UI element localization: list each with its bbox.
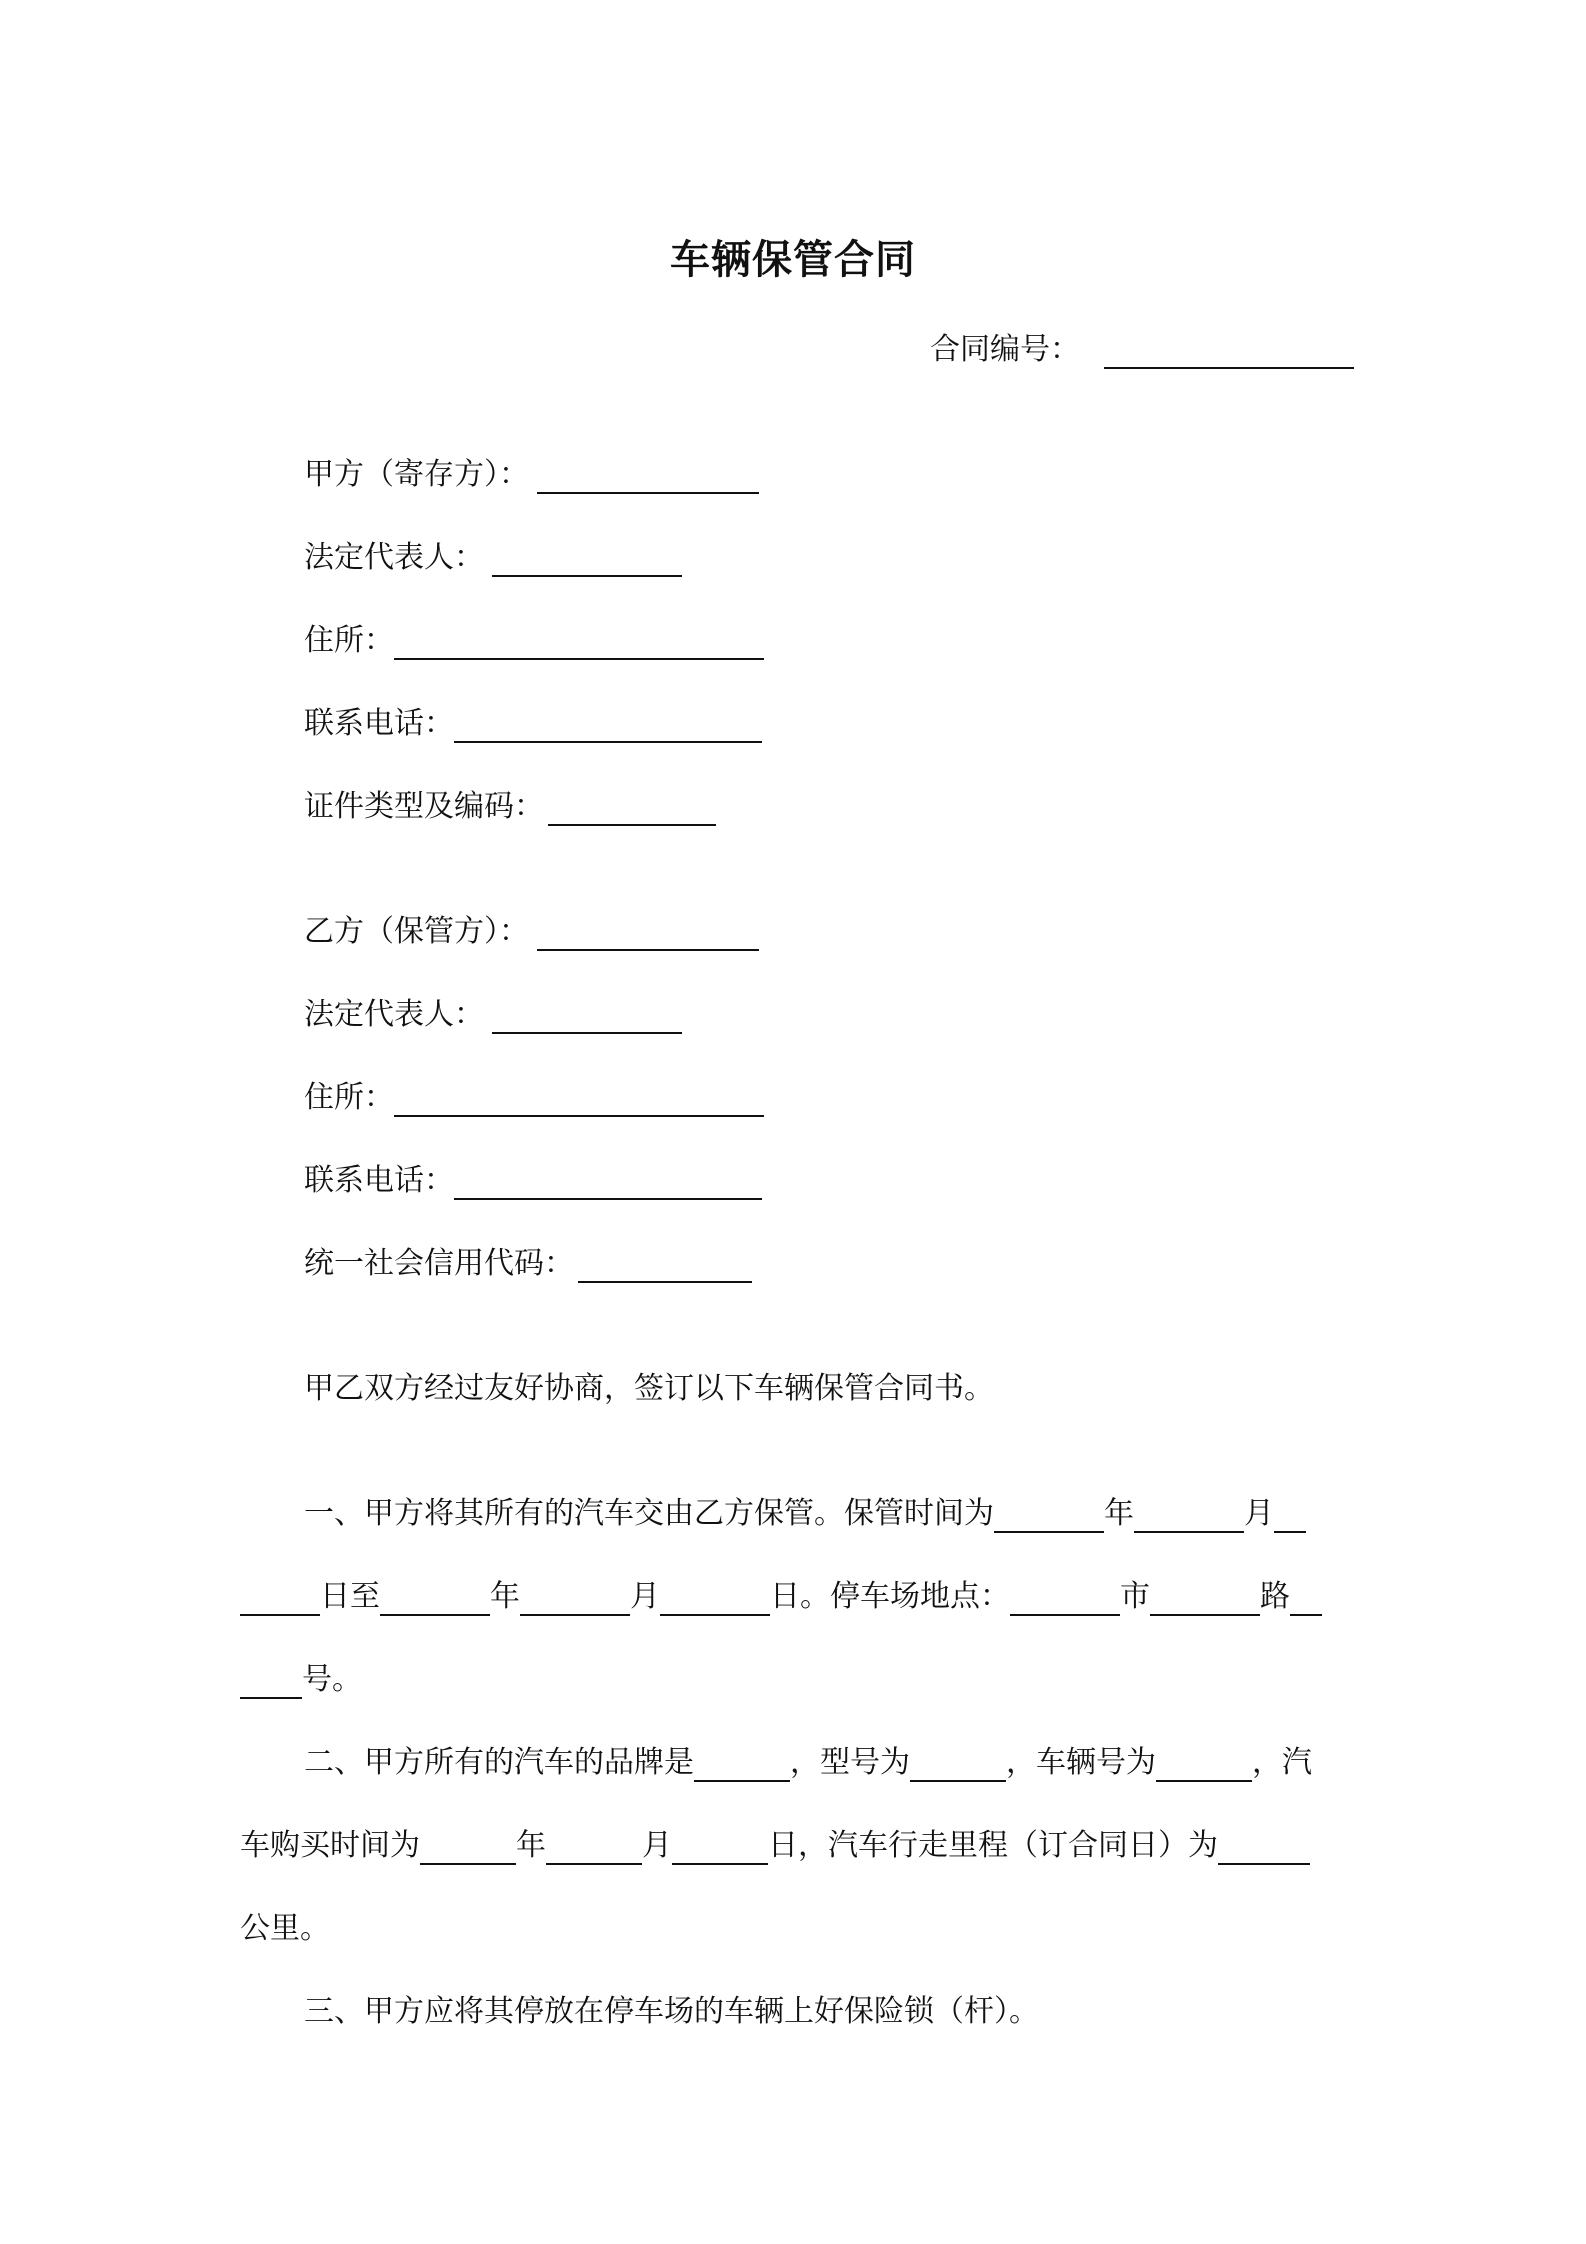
party-a-address-label: 住所： — [304, 623, 394, 658]
clause-2-model-label: ，型号为 — [790, 1745, 910, 1780]
clause-2-car-tail: ，汽 — [1252, 1745, 1312, 1780]
intro-paragraph: 甲乙双方经过友好协商，签订以下车辆保管合同书。 — [304, 1371, 994, 1406]
clause-1-end-month-blank[interactable] — [520, 1582, 630, 1616]
party-a-id-blank[interactable] — [548, 792, 716, 826]
party-a-legal-rep-label: 法定代表人： — [304, 540, 484, 575]
document-title: 车辆保管合同 — [670, 237, 916, 283]
party-b-phone-label: 联系电话： — [304, 1163, 454, 1198]
clause-2-brand-blank[interactable] — [694, 1748, 790, 1782]
clause-2-day-blank[interactable] — [672, 1831, 768, 1865]
party-a-id-label: 证件类型及编码： — [304, 789, 544, 824]
party-b-legal-rep-blank[interactable] — [492, 1000, 682, 1034]
clause-1-start-day-blank[interactable] — [1274, 1499, 1306, 1533]
clause-1-end-year-label: 年 — [490, 1579, 520, 1614]
clause-1-year-label: 年 — [1104, 1496, 1134, 1531]
clause-1-start-month-blank[interactable] — [1134, 1499, 1244, 1533]
clause-2-model-blank[interactable] — [910, 1748, 1006, 1782]
party-b-credit-code-row — [304, 1244, 752, 1284]
party-b-address-row — [304, 1078, 764, 1118]
clause-1-month-label: 月 — [1244, 1496, 1274, 1531]
party-a-id-row — [304, 787, 716, 827]
party-b-name-blank[interactable] — [537, 917, 759, 951]
party-b-heading-row — [304, 912, 759, 952]
party-b-credit-code-label: 统一社会信用代码： — [304, 1246, 574, 1281]
clause-1-day-to-label: 日至 — [320, 1579, 380, 1614]
clause-2-line-2 — [240, 1826, 1310, 1866]
clause-2-month-label: 月 — [642, 1828, 672, 1863]
party-b-address-blank[interactable] — [394, 1083, 764, 1117]
clause-2-mileage-blank[interactable] — [1218, 1831, 1310, 1865]
clause-2-purchase-label: 车购买时间为 — [240, 1828, 420, 1863]
party-a-address-blank[interactable] — [394, 626, 764, 660]
clause-1-end-day-blank[interactable] — [660, 1582, 770, 1616]
clause-1-number-blank[interactable] — [1290, 1582, 1322, 1616]
party-b-phone-row — [304, 1161, 762, 1201]
party-a-legal-rep-row — [304, 538, 682, 578]
party-a-phone-row — [304, 704, 762, 744]
party-b-heading: 乙方（保管方）： — [304, 914, 529, 949]
clause-2-mileage-label: 日，汽车行走里程（订合同日）为 — [768, 1828, 1218, 1863]
clause-1-start-day-blank-cont[interactable] — [240, 1582, 320, 1616]
clause-1-line-3 — [240, 1660, 362, 1700]
clause-1-end-year-blank[interactable] — [380, 1582, 490, 1616]
party-a-heading: 甲方（寄存方）： — [304, 457, 529, 492]
clause-1-text: 一、甲方将其所有的汽车交由乙方保管。保管时间为 — [304, 1496, 994, 1531]
clause-3-line-1: 三、甲方应将其停放在停车场的车辆上好保险锁（杆）。 — [304, 1994, 1039, 2029]
party-b-legal-rep-label: 法定代表人： — [304, 997, 484, 1032]
clause-2-plate-label: ，车辆号为 — [1006, 1745, 1156, 1780]
party-b-phone-blank[interactable] — [454, 1166, 762, 1200]
party-a-address-row — [304, 621, 764, 661]
clause-2-year-label: 年 — [516, 1828, 546, 1863]
contract-number-row — [930, 330, 1354, 370]
clause-1-end-month-label: 月 — [630, 1579, 660, 1614]
party-a-heading-row — [304, 455, 759, 495]
clause-1-number-label: 号。 — [302, 1662, 362, 1697]
clause-2-plate-blank[interactable] — [1156, 1748, 1252, 1782]
clause-2-line-3 — [240, 1909, 330, 1949]
clause-1-line-2 — [240, 1577, 1322, 1617]
party-a-phone-blank[interactable] — [454, 709, 762, 743]
clause-1-city-blank[interactable] — [1010, 1582, 1120, 1616]
party-a-phone-label: 联系电话： — [304, 706, 454, 741]
clause-1-city-label: 市 — [1120, 1579, 1150, 1614]
clause-2-line-1 — [304, 1743, 1312, 1783]
clause-2-text: 二、甲方所有的汽车的品牌是 — [304, 1745, 694, 1780]
party-a-legal-rep-blank[interactable] — [492, 543, 682, 577]
clause-1-line-1 — [304, 1494, 1306, 1534]
clause-1-road-blank[interactable] — [1150, 1582, 1260, 1616]
clause-1-start-year-blank[interactable] — [994, 1499, 1104, 1533]
party-b-address-label: 住所： — [304, 1080, 394, 1115]
clause-1-number-blank-cont[interactable] — [240, 1665, 302, 1699]
clause-2-km-label: 公里。 — [240, 1911, 330, 1946]
party-a-name-blank[interactable] — [537, 460, 759, 494]
contract-number-blank[interactable] — [1104, 335, 1354, 369]
party-b-credit-code-blank[interactable] — [578, 1249, 752, 1283]
clause-1-road-label: 路 — [1260, 1579, 1290, 1614]
clause-2-year-blank[interactable] — [420, 1831, 516, 1865]
contract-number-label: 合同编号： — [930, 332, 1080, 367]
clause-2-month-blank[interactable] — [546, 1831, 642, 1865]
party-b-legal-rep-row — [304, 995, 682, 1035]
clause-1-day-end-label: 日。停车场地点： — [770, 1579, 1010, 1614]
